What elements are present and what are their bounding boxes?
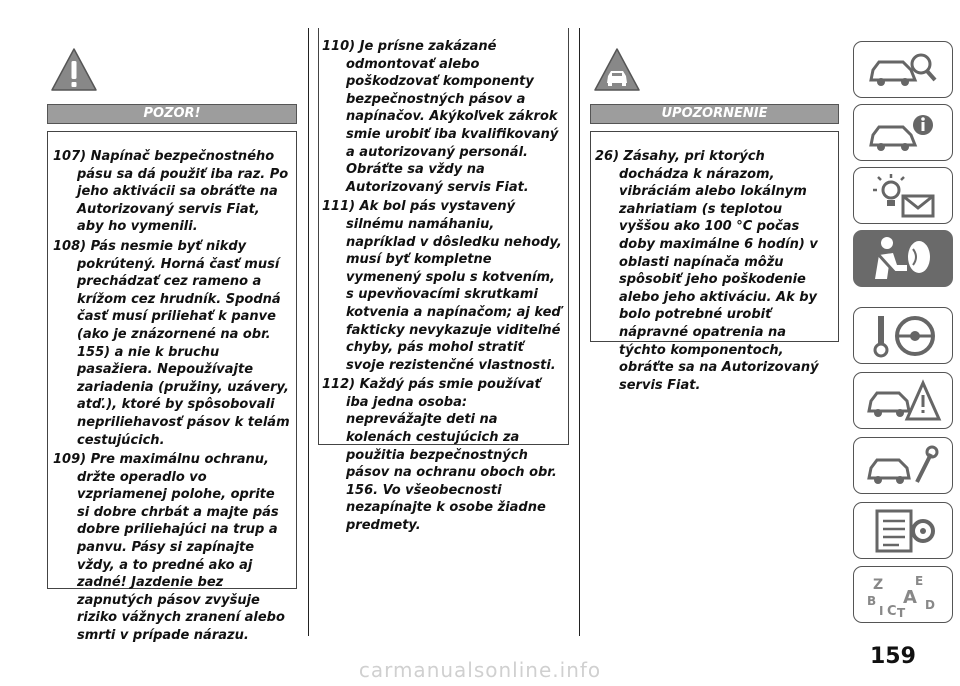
svg-text:B: B bbox=[867, 593, 877, 608]
svg-text:I: I bbox=[879, 603, 884, 618]
car-search-icon bbox=[863, 46, 943, 94]
pozor-box bbox=[47, 131, 297, 644]
column-divider-left bbox=[308, 28, 309, 636]
tab-index[interactable] bbox=[853, 566, 953, 623]
svg-text:Z: Z bbox=[873, 576, 884, 593]
specifications-icon bbox=[863, 507, 943, 555]
list-item: 112) Každý pás smie používať iba jedna osoba: neprevážajte deti na kolenách cestujúcich za použitia bezpečnostných pásov na ochranu oboch obr. 156. Vo všeobecnosti nezapínajte k osobe žiadne predmety. bbox=[322, 377, 557, 534]
tab-car-service[interactable] bbox=[853, 437, 953, 494]
list-item: 108) Pás nesmie byť nikdy pokrútený. Horná časť musí prechádzať cez rameno a krížom cez hrudník. Spodná časť musí priliehať k panve (ako je znázornené na obr. 155) a nie k bruchu pasažiera. Nepoužívajte zariadenia (pružiny, uzávery, atď.), ktoré by spôsobovali nepriliehavosť pásov k telám cestujúcich. bbox=[53, 238, 290, 448]
page-number: 159 bbox=[870, 644, 916, 669]
index-letters-icon bbox=[863, 571, 943, 619]
car-wrench-icon bbox=[863, 442, 943, 490]
upozornenie-box bbox=[590, 131, 839, 393]
middle-box bbox=[318, 28, 569, 534]
list-item: 111) Ak bol pás vystavený silnému namáhaniu, napríklad v dôsledku nehody, musí byť kompletne vymenený spolu s kotvením, s upevňovacími skrutkami kotvenia a napínačom; aj keď fakticky nevykazuje viditeľné chyby, pás mohol stratiť svoje rezistenčné vlastnosti. bbox=[322, 199, 562, 373]
column-divider-right bbox=[579, 28, 580, 636]
list-item: 110) Je prísne zakázané odmontovať alebo poškodzovať komponenty bezpečnostných pásov a napínačov. Akýkoľvek zákrok smie urobiť iba kvalifikovaný a autorizovaný personál. Obráťte sa vždy na Autorizovaný servis Fiat. bbox=[322, 39, 559, 195]
svg-text:A: A bbox=[903, 586, 917, 608]
tab-specifications[interactable] bbox=[853, 502, 953, 559]
list-item: 26) Zásahy, pri ktorých dochádza k nárazom, vibráciám alebo lokálnym zahriatiam (s teplotou vyššou ako 100 °C počas doby maximálne 6 hodín) v oblasti napínača môžu spôsobiť jeho poškodenie alebo jeho aktiváciu. Ak by bolo potrebné urobiť nápravné opatrenia na týchto komponentoch, obráťte sa na Autorizovaný servis Fiat. bbox=[595, 149, 819, 393]
tab-car-search[interactable] bbox=[853, 41, 953, 98]
tab-key-steering[interactable] bbox=[853, 307, 953, 364]
list-item: 107) Napínač bezpečnostného pásu sa dá použiť iba raz. Po jeho aktivácii sa obráťte na Autorizovaný servis Fiat, aby ho vymenili. bbox=[53, 149, 289, 235]
car-warning-icon bbox=[593, 46, 641, 94]
warning-lights-icon bbox=[863, 172, 943, 220]
tab-seatbelt-airbag[interactable] bbox=[853, 230, 953, 287]
svg-text:T: T bbox=[897, 605, 906, 619]
key-steering-wheel-icon bbox=[863, 312, 943, 360]
seatbelt-airbag-icon bbox=[863, 235, 943, 283]
tab-car-warning[interactable] bbox=[853, 372, 953, 429]
car-warning-triangle-icon bbox=[863, 377, 943, 425]
svg-text:E: E bbox=[915, 573, 924, 588]
car-info-icon bbox=[863, 109, 943, 157]
upozornenie-banner: UPOZORNENIE bbox=[590, 104, 839, 124]
tab-warning-lights[interactable] bbox=[853, 167, 953, 224]
warning-triangle-icon bbox=[50, 46, 98, 94]
svg-text:D: D bbox=[925, 597, 935, 612]
list-item: 109) Pre maximálnu ochranu, držte operadlo vo vzpriamenej polohe, oprite si dobre chrbát a majte pás dobre priliehajúci na trup a panvu. Pásy si zapínajte vždy, a to predné ako aj zadné! Jazdenie bez zapnutých pásov zvyšuje riziko vážnych zranení alebo smrti v prípade nárazu. bbox=[53, 452, 285, 644]
svg-text:C: C bbox=[887, 603, 897, 619]
tab-car-info[interactable] bbox=[853, 104, 953, 161]
pozor-banner: POZOR! bbox=[47, 104, 297, 124]
watermark-text: carmanualsonline.info bbox=[358, 658, 602, 682]
